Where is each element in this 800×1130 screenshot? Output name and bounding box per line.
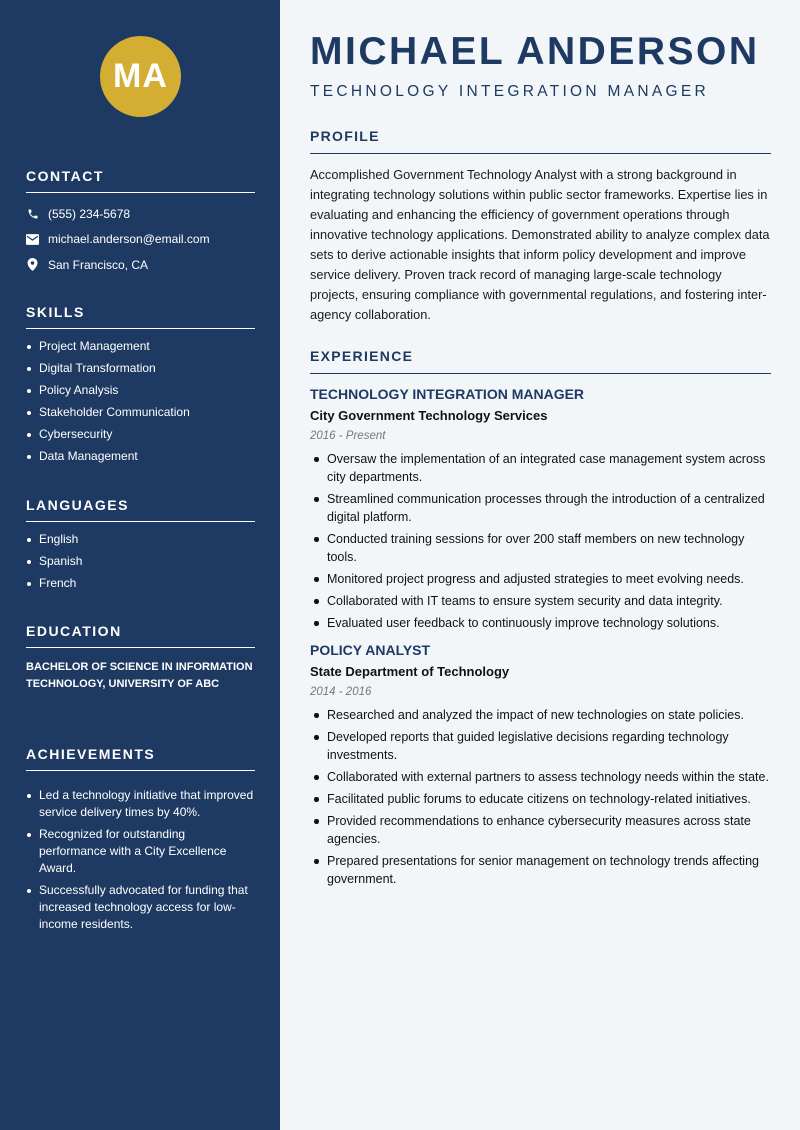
avatar-initials: MA [100, 36, 181, 117]
job-bullet: Evaluated user feedback to continuously improve technology solutions. [310, 614, 771, 632]
job-bullet: Provided recommendations to enhance cybersecurity measures across state agencies. [310, 812, 771, 848]
profile-heading: PROFILE [310, 128, 771, 154]
job-bullet: Prepared presentations for senior management on technology trends affecting government. [310, 852, 771, 888]
contact-section [26, 168, 255, 278]
skills-section [26, 304, 255, 470]
job-bullet: Collaborated with IT teams to ensure system security and data integrity. [310, 592, 771, 610]
language-item: English [26, 531, 255, 548]
job-bullet: Collaborated with external partners to assess technology needs within the state. [310, 768, 771, 786]
achievements-heading: ACHIEVEMENTS [26, 746, 255, 771]
skill-item: Policy Analysis [26, 382, 255, 399]
contact-phone [26, 201, 255, 227]
contact-list [26, 201, 255, 278]
job-bullet: Oversaw the implementation of an integrated case management system across city departments. [310, 450, 771, 486]
profile-text: Accomplished Government Technology Analyst with a strong background in integrating technology solutions within public sector frameworks. Expertise lies in evaluating and enhancing the efficiency of government operations through innovative technology applications. Demonstrated ability to analyze complex data sets to derive actionable insights that inform policy development and improve service delivery. Proven track record of managing large-scale technology projects, ensuring compliance with governmental regulations, and fostering inter-agency collaboration. [310, 167, 770, 322]
job-bullets [310, 450, 771, 632]
job-dates: 2016 - Present [310, 430, 386, 442]
skill-item: Data Management [26, 448, 255, 465]
achievement-item: Recognized for outstanding performance with a City Excellence Award. [26, 826, 255, 877]
contact-heading: CONTACT [26, 168, 255, 193]
job-bullet: Researched and analyzed the impact of new technologies on state policies. [310, 706, 771, 724]
location-text: San Francisco, CA [48, 257, 149, 272]
candidate-title: TECHNOLOGY INTEGRATION MANAGER [310, 83, 709, 100]
job-entry [310, 386, 771, 632]
job-bullet: Conducted training sessions for over 200 staff members on new technology tools. [310, 530, 771, 566]
phone-icon [26, 207, 39, 220]
skill-item: Project Management [26, 338, 255, 355]
languages-section [26, 497, 255, 597]
skills-heading: SKILLS [26, 304, 255, 329]
email-text[interactable]: michael.anderson@email.com [48, 232, 210, 247]
skill-item: Cybersecurity [26, 426, 255, 443]
skill-item: Digital Transformation [26, 360, 255, 377]
languages-list [26, 531, 255, 592]
job-bullet: Streamlined communication processes through the introduction of a centralized digital platform. [310, 490, 771, 526]
education-heading: EDUCATION [26, 623, 255, 648]
language-item: French [26, 575, 255, 592]
education-degree: BACHELOR OF SCIENCE IN INFORMATION TECHNOLOGY, UNIVERSITY OF ABC [26, 661, 253, 690]
job-bullet: Monitored project progress and adjusted strategies to meet evolving needs. [310, 570, 771, 588]
job-title: TECHNOLOGY INTEGRATION MANAGER [310, 386, 585, 402]
achievement-item: Successfully advocated for funding that increased technology access for low-income residents. [26, 882, 255, 933]
job-bullet: Developed reports that guided legislative decisions regarding technology investments. [310, 728, 771, 764]
skills-list [26, 338, 255, 465]
job-bullets [310, 706, 771, 888]
phone-text[interactable]: (555) 234-5678 [48, 206, 131, 221]
contact-email [26, 227, 255, 253]
skill-item: Stakeholder Communication [26, 404, 255, 421]
job-bullet: Facilitated public forums to educate citizens on technology-related initiatives. [310, 790, 771, 808]
achievements-list [26, 787, 255, 933]
job-company: State Department of Technology [310, 664, 510, 679]
experience-section [310, 348, 771, 892]
job-title: POLICY ANALYST [310, 642, 431, 658]
sidebar [0, 0, 280, 1130]
contact-location [26, 252, 255, 278]
language-item: Spanish [26, 553, 255, 570]
achievement-item: Led a technology initiative that improved service delivery times by 40%. [26, 787, 255, 821]
achievements-section [26, 746, 255, 938]
job-company: City Government Technology Services [310, 408, 548, 423]
candidate-name: MICHAEL ANDERSON [310, 30, 760, 73]
education-section [26, 623, 255, 693]
languages-heading: LANGUAGES [26, 497, 255, 522]
experience-heading: EXPERIENCE [310, 348, 771, 374]
job-dates: 2014 - 2016 [310, 686, 372, 698]
email-icon [26, 233, 39, 246]
location-pin-icon [26, 258, 39, 271]
profile-section [310, 128, 771, 325]
job-entry [310, 642, 771, 888]
